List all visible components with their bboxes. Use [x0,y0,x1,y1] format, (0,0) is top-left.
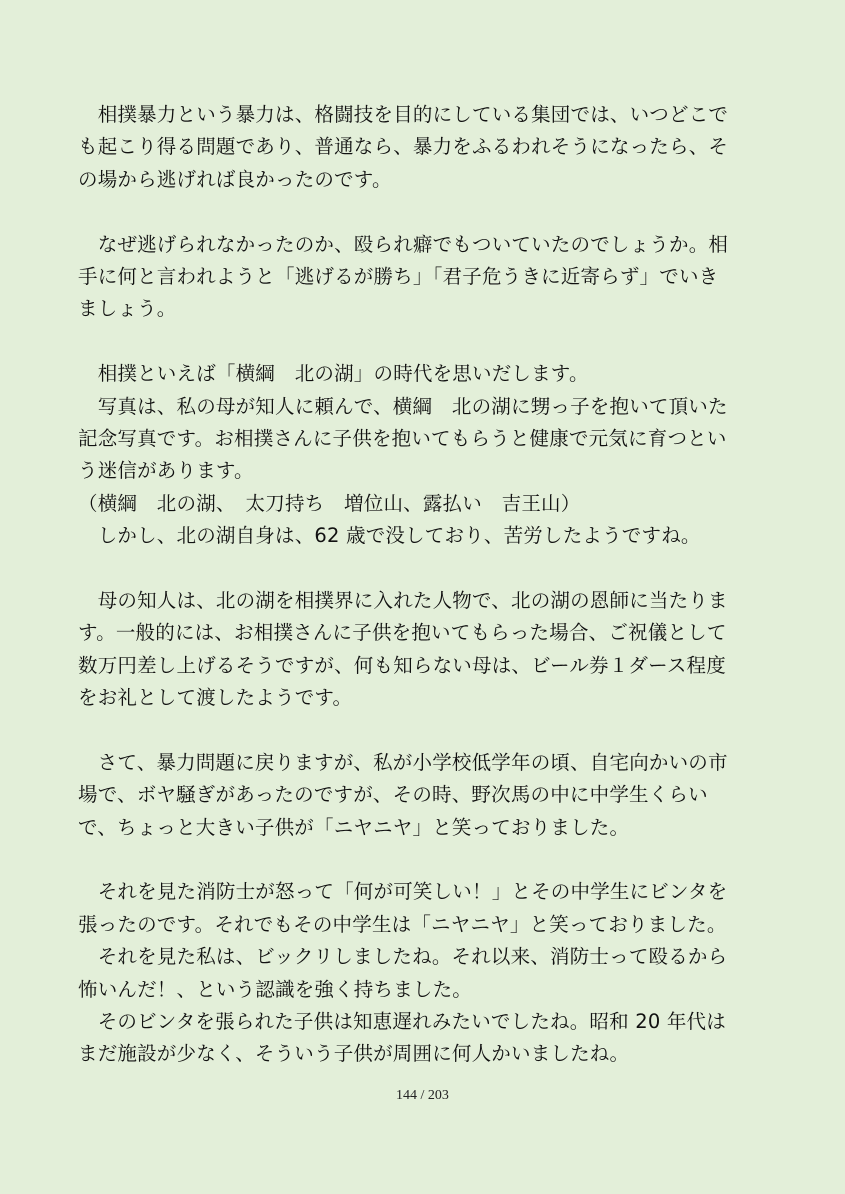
text-line: も起こり得る問題であり、普通なら、暴力をふるわれそうになったら、そ [78,135,729,159]
text-line: 張ったのです。それでもその中学生は「ニヤニヤ」と笑っておりました。 [78,912,727,936]
text-line: をお礼として渡したようです。 [78,686,353,710]
text-line: （横綱 北の湖、 太刀持ち 増位山、露払い 吉王山） [78,491,581,515]
text-line: それを見た私は、ビックリしましたね。それ以来、消防士って殴るから [78,945,728,969]
text-line: ましょう。 [78,297,177,321]
page-body [78,99,748,1071]
text-line: す。一般的には、お相撲さんに子供を抱いてもらった場合、ご祝儀として [78,621,727,645]
paragraph-gap [78,326,748,358]
text-line: 数万円差し上げるそうですが、何も知らない母は、ビール券１ダース程度 [78,653,726,677]
paragraph-gap [78,552,748,584]
text-line: しかし、北の湖自身は、62 歳で没しており、苦労したようですね。 [78,524,701,548]
text-line: なぜ逃げられなかったのか、殴られ癖でもついていたのでしょうか。相 [78,232,729,256]
text-line: 相撲暴力という暴力は、格闘技を目的にしている集団では、いつどこで [78,103,729,126]
text-line: 怖いんだ！、という認識を強く持ちました。 [78,977,473,1001]
text-line: 写真は、私の母が知人に頼んで、横綱 北の湖に甥っ子を抱いて頂いた [78,394,728,418]
text-line: 場で、ボヤ騒ぎがあったのですが、その時、野次馬の中に中学生くらい [78,783,708,807]
text-line: 記念写真です。お相撲さんに子供を抱いてもらうと健康で元気に育つとい [78,426,727,450]
text-line: 手に何と言われようと「逃げるが勝ち」「君子危うきに近寄らず」でいき [78,264,719,288]
text-line: まだ施設が少なく、そういう子供が周囲に何人かいましたね。 [78,1042,630,1066]
text-line: 相撲といえば「横綱 北の湖」の時代を思いだします。 [78,362,589,386]
text-line: う迷信があります。 [78,459,254,483]
paragraph-gap [78,196,748,228]
text-line: それを見た消防士が怒って「何が可笑しい！」とその中学生にビンタを [78,880,728,904]
page-number: 144 / 203 [396,1088,449,1103]
text-line: の場から逃げれば良かったのです。 [78,167,392,191]
text-line: 母の知人は、北の湖を相撲界に入れた人物で、北の湖の恩師に当たりま [78,588,728,612]
paragraph-gap [78,714,748,746]
text-line: そのビンタを張られた子供は知恵遅れみたいでしたね。昭和 20 年代は [78,1009,726,1033]
text-line: さて、暴力問題に戻りますが、私が小学校低学年の頃、自宅向かいの市 [78,750,728,774]
paragraph-gap [78,844,748,876]
text-line: で、ちょっと大きい子供が「ニヤニヤ」と笑っておりました。 [78,815,630,839]
